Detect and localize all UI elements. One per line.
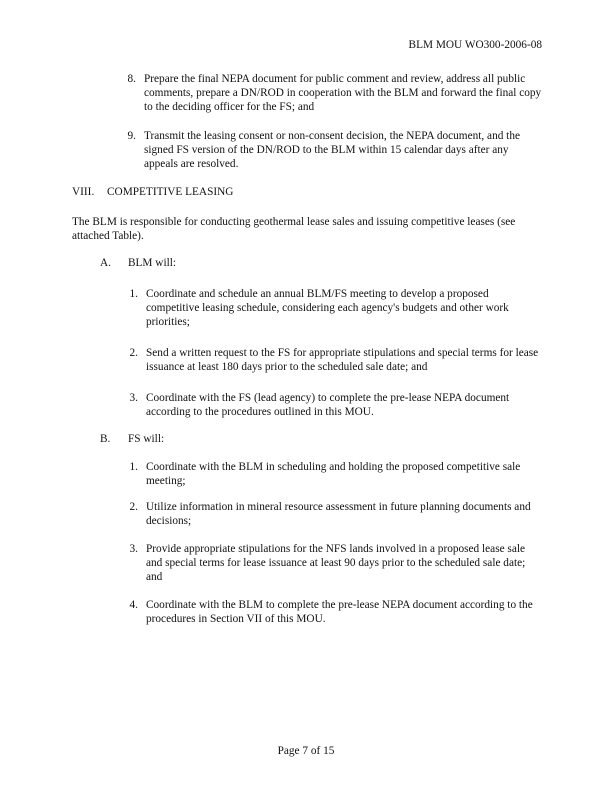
item-number: 1. xyxy=(129,288,138,300)
item-text: Utilize information in mineral resource assessment in future planning documents and decisions; xyxy=(146,501,531,527)
section-intro: The BLM is responsible for conducting geothermal lease sales and issuing competitive leases (see attached Table). xyxy=(72,216,516,242)
fs-subheading xyxy=(100,432,164,446)
item-number: 2. xyxy=(129,347,138,359)
item-text: Send a written request to the FS for appropriate stipulations and special terms for lease issuance at least 180 days prior to the scheduled sale date; and xyxy=(146,347,539,373)
section-heading xyxy=(72,185,233,199)
blm-subheading xyxy=(100,256,176,270)
item-text: Transmit the leasing consent or non-consent decision, the NEPA document, and the signed FS version of the DN/ROD to the BLM within 15 calendar days after any appeals are resolved. xyxy=(144,130,520,170)
item-text: Coordinate with the BLM to complete the pre-lease NEPA document according to the procedures in Section VII of this MOU. xyxy=(146,599,533,625)
subheading-letter: A. xyxy=(100,257,111,269)
page-number-footer: Page 7 of 15 xyxy=(277,745,335,757)
subheading-text: BLM will: xyxy=(128,257,177,269)
item-number: 8. xyxy=(127,73,136,85)
item-text: Prepare the final NEPA document for public comment and review, address all public comments, prepare a DN/ROD in cooperation with the BLM and forward the final copy to the deciding officer for the FS; and xyxy=(144,73,542,113)
item-text: Coordinate with the BLM in scheduling and holding the proposed competitive sale meeting; xyxy=(146,461,521,487)
item-text: Coordinate and schedule an annual BLM/FS meeting to develop a proposed competitive leasing schedule, considering each agency's budgets and other work priorities; xyxy=(146,288,509,328)
section-title: COMPETITIVE LEASING xyxy=(107,186,234,198)
item-number: 1. xyxy=(129,461,138,473)
item-number: 2. xyxy=(129,501,138,513)
subheading-letter: B. xyxy=(100,433,111,445)
item-number: 4. xyxy=(129,599,138,611)
item-number: 9. xyxy=(127,130,136,142)
item-text: Provide appropriate stipulations for the NFS lands involved in a proposed lease sale and special terms for lease issuance at least 90 days prior to the scheduled sale date; and xyxy=(146,543,526,583)
item-number: 3. xyxy=(129,543,138,555)
document-id-header: BLM MOU WO300-2006-08 xyxy=(408,39,542,51)
subheading-text: FS will: xyxy=(128,433,165,445)
section-numeral: VIII. xyxy=(72,186,95,198)
item-number: 3. xyxy=(129,392,138,404)
item-text: Coordinate with the FS (lead agency) to complete the pre-lease NEPA document according to the procedures outlined in this MOU. xyxy=(146,392,510,418)
